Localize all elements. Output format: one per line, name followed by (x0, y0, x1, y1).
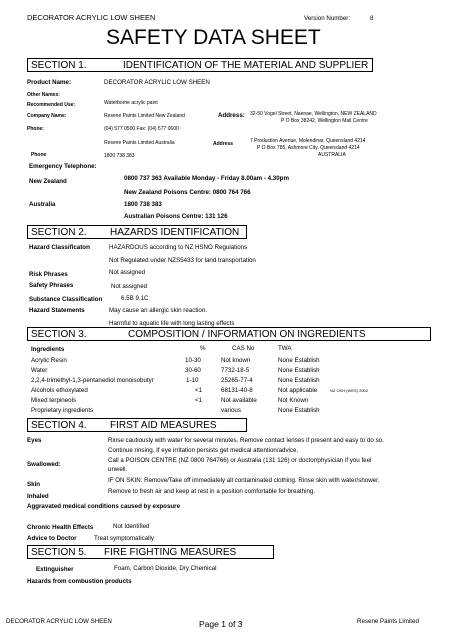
section-4-title: FIRST AID MEASURES (110, 420, 217, 431)
combustion-hazards-label: Hazards from combustion products (27, 578, 132, 585)
col-percent: % (200, 345, 206, 352)
section-5-header (27, 545, 274, 559)
table-row-twa: None Establish (278, 377, 320, 384)
eyes-line-2: Continue rinsing. If eye irritation persists get medical attention/advice. (108, 447, 299, 454)
table-row-name: 2,2,4-trimethyl-1,3-pentanediol monoisobutyr (31, 377, 154, 384)
risk-phrases-label: Risk Phrases (29, 271, 68, 278)
phone-au-value: 1800 738 383 (104, 153, 135, 159)
table-row-twa: None Establish (278, 357, 320, 364)
safety-phrases-label: Safety Phrases (29, 282, 74, 289)
address-au-line-1: 7 Production Avenue, Molendinar, Queensland 4214 (250, 138, 366, 144)
swallowed-line-1: Call a POISON CENTRE (NZ 0800 764766) or Australia (131 126) or doctor/physician if you feel (108, 457, 372, 464)
phone-nz-value: (04) 577 0500 Fax: (04) 577 0600 (104, 126, 179, 132)
nz-line-2: New Zealand Poisons Centre: 0800 764 766 (124, 189, 251, 196)
company-au: Resene Paints Limited Australia (104, 140, 175, 146)
table-row-cas: 68131-40-8 (221, 387, 253, 394)
substance-class-value: 6.5B 9.1C (121, 295, 149, 302)
table-row-pct: <1 (195, 387, 203, 394)
hazard-class-line-2: Not Regulated under NZS5433 for land transportation (109, 257, 256, 264)
address-au-label: Address (213, 141, 234, 147)
extinguisher-value: Foam, Carbon Dioxide, Dry Chemical (114, 565, 217, 572)
table-row-name: Acrylic Resin (31, 357, 67, 364)
section-4-header (27, 418, 247, 432)
section-2-number: SECTION 2. (31, 227, 87, 238)
skin-line-1: IF ON SKIN: Remove/Take off immediately all contaminated clothing. Rinse skin with water/shower. (108, 477, 380, 484)
col-twa: TWA (278, 345, 292, 352)
section-5-title: FIRE FIGHTING MEASURES (104, 547, 237, 558)
page-title: SAFETY DATA SHEET (106, 26, 321, 49)
table-row-twa: Not Known (278, 397, 309, 404)
address-nz-line-2: P O Box 38242, Wellington Mail Centre (281, 118, 368, 124)
address-nz-label: Address: (218, 112, 245, 119)
section-2-title: HAZARDS IDENTIFICATION (110, 227, 240, 238)
product-name-value: DECORATOR ACRYLIC LOW SHEEN (104, 79, 210, 86)
table-row-twa: None Establish (278, 367, 320, 374)
section-1-number: SECTION 1. (31, 60, 87, 71)
table-row-cas: various (221, 407, 241, 414)
advice-value: Treat symptomatically (94, 535, 154, 542)
advice-label: Advice to Doctor (27, 535, 77, 542)
other-names-label: Other Names: (27, 92, 60, 98)
emergency-label: Emergency Telephone: (29, 163, 97, 170)
table-row-cas: 7732-18-5 (221, 367, 250, 374)
hazard-statement-1: May cause an allergic skin reaction. (109, 307, 208, 314)
table-row-pct: 30-60 (185, 367, 201, 374)
hazard-statement-2: Harmful to aquatic life with long lasting effects (109, 320, 235, 327)
section-4-number: SECTION 4. (31, 420, 87, 431)
swallowed-label: Swallowed: (27, 461, 61, 468)
table-row-twa: None Establish (278, 407, 320, 414)
address-nz-line-1: 32-50 Vogel Street, Naenae, Wellington, NEW ZEALAND (250, 111, 377, 117)
skin-label: Skin (27, 481, 41, 488)
hazard-class-label: Hazard Classificaton (29, 244, 90, 251)
chronic-label: Chronic Health Effects (27, 524, 94, 531)
substance-class-label: Substance Classification (29, 296, 103, 303)
chronic-value: Not Identified (113, 523, 150, 530)
recommended-use-label: Recommended Use: (27, 102, 76, 108)
table-row-cas: Not available (221, 397, 257, 404)
footer-page: Page 1 of 3 (199, 619, 243, 629)
risk-phrases-value: Not assigned (109, 269, 146, 276)
address-au-line-2: P O Box 785, Ashmore City, Queensland 4214 (257, 145, 360, 151)
table-row-pct: <1 (195, 397, 203, 404)
table-row-cas: Not known (221, 357, 251, 364)
swallowed-line-2: unwell. (108, 466, 128, 473)
hazard-class-line-1: HAZARDOUS according to NZ HSNO Regulations (109, 244, 248, 251)
hazard-statements-label: Hazard Statements (29, 307, 85, 314)
table-row-name: Alcohols ethoxylated (31, 387, 88, 394)
col-cas: CAS No (232, 345, 255, 352)
nz-line-1: 0800 737 363 Available Monday - Friday 8.00am - 4.30pm (124, 175, 289, 182)
table-row-note: NZ OSH (WES) 2002 (330, 388, 369, 393)
address-au-line-3: AUSTRALIA (318, 152, 346, 158)
safety-phrases-value: Not assigned (111, 283, 148, 290)
au-line-2: Australian Poisons Centre: 131 126 (124, 213, 228, 220)
au-label: Australia (29, 201, 56, 208)
aggravated-label: Aggravated medical conditions caused by exposure (27, 503, 181, 510)
section-1-title: IDENTIFICATION OF THE MATERIAL AND SUPPLIER (123, 60, 369, 71)
section-2-header (27, 225, 247, 239)
header-product: DECORATOR ACRYLIC LOW SHEEN (27, 13, 156, 22)
version-value: 8 (370, 15, 374, 22)
recommended-use-value: Waterborne acrylic paint (104, 100, 158, 106)
table-row-name: Mixed terpineols (31, 397, 77, 404)
table-row-twa: Not applicable (278, 387, 318, 394)
col-ingredients: Ingredients (31, 346, 65, 353)
product-name-label: Product Name: (27, 79, 72, 86)
phone-au-label: Phone (31, 152, 47, 158)
eyes-line-1: Rinse cautiously with water for several minutes. Remove contact lenses if present and easy to do so. (108, 437, 384, 444)
company-nz: Resene Paints Limited New Zealand (104, 113, 185, 119)
inhaled-line-1: Remove to fresh air and keep at rest in a position comfortable for breathing. (108, 488, 316, 495)
footer-product: DECORATOR ACRYLIC LOW SHEEN (6, 618, 112, 625)
section-3-title: COMPOSITION / INFORMATION ON INGREDIENTS (128, 329, 366, 340)
company-name-label: Company Name: (27, 113, 67, 119)
footer-company: Resene Paints Limited (357, 618, 419, 625)
eyes-label: Eyes (27, 437, 42, 444)
table-row-pct: 1-10 (186, 377, 199, 384)
nz-label: New Zealand (29, 178, 67, 185)
extinguisher-label: Extinguisher (36, 566, 74, 573)
table-row-pct: 10-30 (185, 357, 201, 364)
inhaled-label: Inhaled (27, 493, 49, 500)
table-row-name: Proprietary ingredients (31, 407, 94, 414)
version-label: Version Number: (304, 15, 351, 22)
section-5-number: SECTION 5. (31, 547, 87, 558)
table-row-cas: 25265-77-4 (221, 377, 253, 384)
section-3-number: SECTION 3. (31, 329, 87, 340)
au-line-1: 1800 738 383 (124, 201, 162, 208)
section-1-header (27, 58, 373, 72)
table-row-name: Water (31, 367, 48, 374)
section-3-header (27, 327, 431, 341)
phone-nz-label: Phone: (27, 126, 44, 132)
